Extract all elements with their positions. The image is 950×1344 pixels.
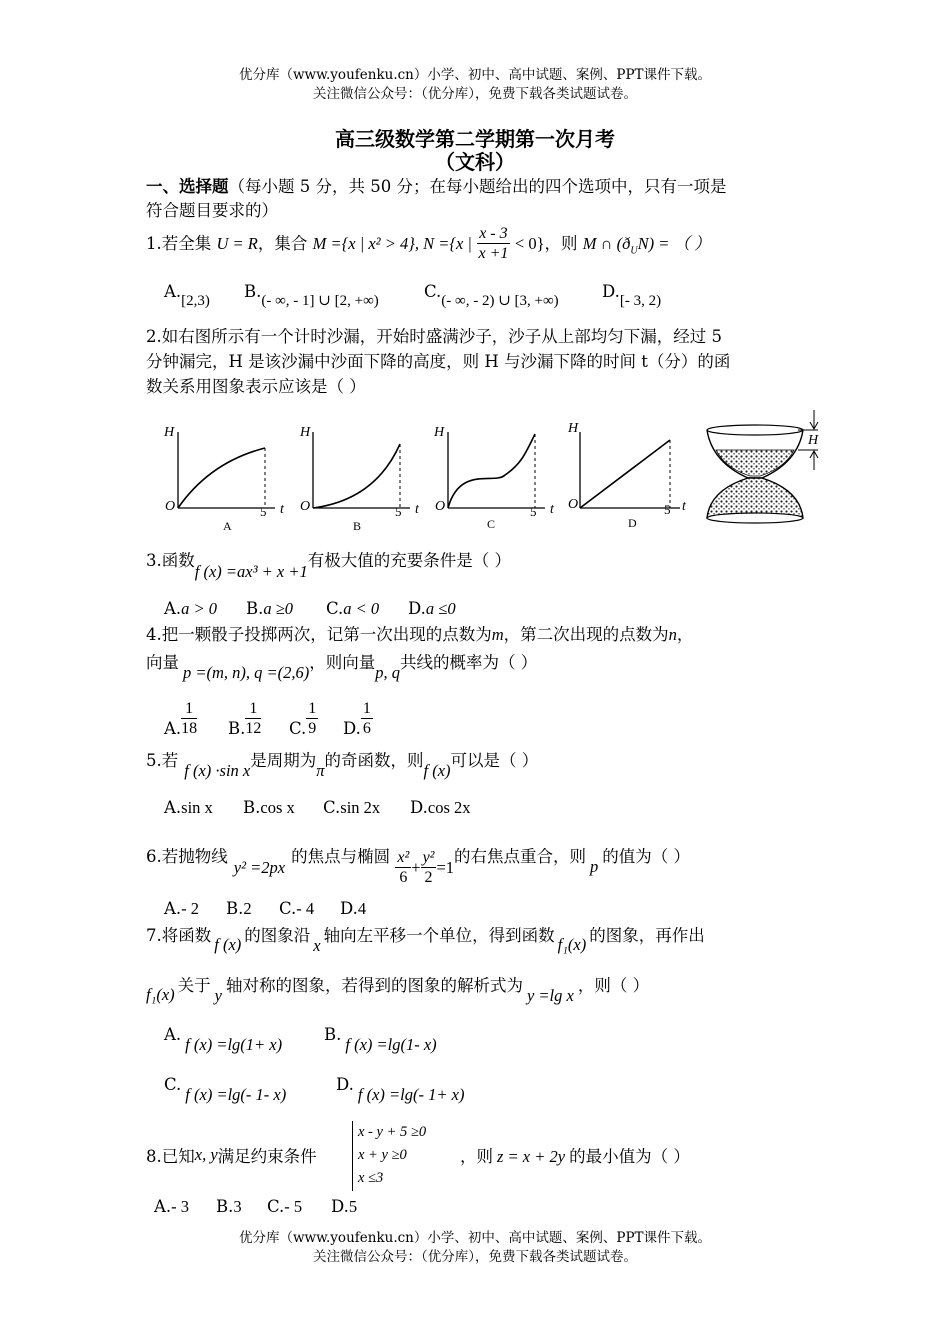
q7-option-d[interactable]: D.f (x) =lg(- 1+ x) <box>336 1075 465 1104</box>
graph-d-tick-5: 5 <box>664 502 671 517</box>
q8-constraint-3: x ≤3 <box>358 1170 384 1186</box>
graph-a-x-label: t <box>280 502 284 517</box>
q8-text-3: ，则 <box>460 1147 493 1166</box>
q1-option-c[interactable]: C.(- ∞, - 2) ∪ [3, +∞) <box>424 282 559 309</box>
q1-option-d[interactable]: D.[- 3, 2) <box>602 282 662 309</box>
q5-option-a[interactable]: A.sin x <box>164 798 213 817</box>
graph-c-label: C <box>487 517 496 531</box>
q3-text-1: 3.函数 <box>146 551 195 570</box>
graph-b-origin: O <box>300 499 311 514</box>
graph-c-y-label: H <box>434 425 445 440</box>
q7-text-5: 关于 <box>177 976 211 995</box>
q7-f1b: f₁(x) <box>146 985 175 1004</box>
q1-expr-sub: U <box>630 245 638 257</box>
q6-option-b[interactable]: B.2 <box>226 899 252 918</box>
q2-graphs <box>150 410 850 540</box>
q3-option-d[interactable]: D.a ≤0 <box>408 599 456 618</box>
q7-text-4: 的图象，再作出 <box>589 926 705 945</box>
section-title: 一、选择题 <box>146 177 229 196</box>
q6-text-3: 的右焦点重合，则 <box>454 847 587 866</box>
q8-xy: x, y <box>194 1145 218 1164</box>
header-line-1: 优分库（www.youfenku.cn）小学、初中、高中试题、案例、PPT课件下载。 <box>238 67 712 83</box>
q5-text-2: 是周期为 <box>250 751 317 770</box>
q4-text-1: 4.把一颗骰子投掷两次，记第一次出现的点数为 <box>146 625 492 644</box>
q1-set-end: < 0} <box>514 234 545 253</box>
q7-option-a[interactable]: A.f (x) =lg(1+ x) <box>164 1025 283 1054</box>
q6-text-4: 的值为（ ） <box>602 847 691 866</box>
q2-line-2: 分钟漏完，H 是该沙漏中沙面下降的高度，则 H 与沙漏下降的时间 t（分）的函 <box>146 352 731 371</box>
graph-d-label: D <box>628 516 637 530</box>
q5-f: f (x) <box>423 761 451 780</box>
q1-expr-2: N) = （ ） <box>637 234 711 253</box>
graph-d-x-label: t <box>682 499 686 514</box>
q3-function: f (x) =ax³ + x +1 <box>194 562 308 581</box>
q8-option-a[interactable]: A.- 3 <box>154 1197 190 1216</box>
q7-text-1: 7.将函数 <box>146 926 212 945</box>
q8-text-1: 8.已知 <box>146 1147 195 1166</box>
q7-option-b[interactable]: B.f (x) =lg(1- x) <box>324 1025 437 1054</box>
q4-pq: p, q <box>375 663 401 682</box>
graph-b-x-label: t <box>415 502 419 517</box>
q5-text-1: 5.若 <box>146 751 179 770</box>
q5-text-4: 可以是（ ） <box>450 751 539 770</box>
q7-y: y <box>214 986 222 1005</box>
graph-c[interactable] <box>433 425 555 531</box>
q7-option-c[interactable]: C.f (x) =lg(- 1- x) <box>164 1075 287 1104</box>
footer-line-1: 优分库（www.youfenku.cn）小学、初中、高中试题、案例、PPT课件下载。 <box>238 1230 712 1246</box>
q6-option-a[interactable]: A.- 2 <box>164 899 200 918</box>
graph-b-tick-5: 5 <box>395 504 402 519</box>
q6-text-1: 6.若抛物线 <box>146 847 228 866</box>
page-subtitle: （文科） <box>435 150 515 174</box>
graph-d-origin: O <box>568 497 579 512</box>
hourglass-h-label: H <box>808 433 819 448</box>
graph-c-origin: O <box>435 499 446 514</box>
q1-frac-den: x +1 <box>478 245 509 262</box>
q3-option-a[interactable]: A.a > 0 <box>164 599 218 618</box>
graph-b-y-label: H <box>300 425 311 440</box>
q6-text-2: 的焦点与椭圆 <box>291 847 391 866</box>
q7-text-7: ，则（ ） <box>577 976 650 995</box>
question-7-line-2 <box>146 975 650 1005</box>
question-7-line-1 <box>146 925 705 955</box>
q1-frac-num: x - 3 <box>479 225 508 242</box>
q8-constraint-2: x + y ≥0 <box>358 1147 407 1163</box>
q1-expr: M ∩ (ð <box>582 234 631 253</box>
graph-a-origin: O <box>165 499 176 514</box>
q8-constraints <box>358 1121 426 1190</box>
graph-b[interactable] <box>299 425 420 533</box>
graph-b-label: B <box>353 519 362 533</box>
q6-option-d[interactable]: D.4 <box>340 899 367 918</box>
q1-option-a[interactable]: A.[2,3) <box>164 282 210 309</box>
q6-option-c[interactable]: C.- 4 <box>279 899 315 918</box>
q1-text-1: 若全集 <box>161 234 212 253</box>
q7-f1: f₁(x) <box>557 935 587 954</box>
q6-frac-x: $\frac{\text{x²}}{6}$ <box>397 849 410 886</box>
q8-option-b[interactable]: B.3 <box>216 1197 242 1216</box>
question-8 <box>146 1146 317 1168</box>
q8-text-2: 满足约束条件 <box>217 1147 317 1166</box>
page-title: 高三级数学第二学期第一次月考 <box>335 127 615 151</box>
q1-option-b[interactable]: B.(- ∞, - 1] ∪ [2, +∞) <box>244 282 379 309</box>
q4-option-a[interactable]: A. $\frac{1}{18}$ <box>164 700 198 738</box>
q8-text-4: 的最小值为（ ） <box>569 1147 690 1166</box>
q5-product: f (x) ·sin x <box>184 761 251 780</box>
q6-p: p <box>590 857 599 876</box>
q4-n: n <box>668 625 677 644</box>
q4-option-d[interactable]: D. $\frac{1}{6}$ <box>343 700 371 738</box>
q8-option-c[interactable]: C.- 5 <box>267 1197 303 1216</box>
q4-text-5: ，则向量 <box>309 653 376 672</box>
q1-fraction <box>477 225 509 264</box>
q1-set-def: M ={x | x² > 4}, N ={x | <box>312 234 472 253</box>
graph-c-curve <box>448 434 535 508</box>
q1-text-3: ，则 <box>544 234 578 253</box>
question-5 <box>146 750 539 780</box>
question-4-line-1 <box>146 624 693 646</box>
section-note-a: （每小题 5 分，共 50 分；在每小题给出的四个选项中，只有一项是 <box>228 177 727 196</box>
graph-a[interactable] <box>163 425 285 533</box>
q4-option-b[interactable]: B. $\frac{1}{12}$ <box>228 700 262 738</box>
graph-b-curve <box>313 444 400 508</box>
q4-text-4: 向量 <box>146 653 179 672</box>
graph-d-line <box>580 440 670 508</box>
q2-line-1: 2.如右图所示有一个计时沙漏，开始时盛满沙子，沙子从上部均匀下漏，经过 5 <box>146 327 722 346</box>
q4-vectors: p =(m, n), q =(2,6) <box>183 663 310 682</box>
q5-option-d[interactable]: D.cos 2x <box>410 798 471 817</box>
graph-d-y-label: H <box>568 421 579 436</box>
header-line-2: 关注微信公众号：（优分库），免费下载各类试题试卷。 <box>313 86 637 102</box>
question-3 <box>146 550 512 581</box>
q6-parabola: y² =2px <box>233 858 286 877</box>
q3-text-2: 有极大值的充要条件是（ ） <box>307 551 512 570</box>
graph-a-y-label: H <box>164 425 175 440</box>
q4-option-c[interactable]: C. $\frac{1}{9}$ <box>289 700 317 738</box>
q8-option-d[interactable]: D.5 <box>331 1197 358 1216</box>
question-4-line-2 <box>146 652 538 682</box>
q5-text-3: 的奇函数，则 <box>324 751 424 770</box>
q7-x: x <box>313 936 321 955</box>
q3-option-c[interactable]: C.a < 0 <box>326 599 380 618</box>
q8-constraint-1: x - y + 5 ≥0 <box>358 1124 427 1140</box>
q7-text-3: 轴向左平移一个单位，得到函数 <box>323 926 555 945</box>
q1-universal-set: U = R <box>216 234 258 253</box>
question-1 <box>146 225 711 264</box>
q4-text-6: 共线的概率为（ ） <box>400 653 538 672</box>
graph-c-tick-5: 5 <box>530 504 537 519</box>
hourglass-figure <box>707 410 819 523</box>
q8-objective: z = x + 2y <box>497 1147 566 1166</box>
question-6: 6.若抛物线y² =2px的焦点与椭圆 $\frac{\text{x²}}{6}$ + $\frac{\text{y²}}{2}$ =1的右焦点重合，则p的值为（ ） <box>146 847 691 886</box>
q3-option-b[interactable]: B.a ≥0 <box>246 599 294 618</box>
q2-line-3: 数关系用图象表示应该是（ ） <box>146 377 366 396</box>
q8-brace <box>352 1121 354 1191</box>
q4-m: m <box>491 625 504 644</box>
section-note-b: 符合题目要求的） <box>146 201 278 220</box>
q5-option-b[interactable]: B.cos x <box>243 798 295 817</box>
graph-c-x-label: t <box>550 502 554 517</box>
graph-a-tick-5: 5 <box>260 504 267 519</box>
graph-a-curve <box>178 448 265 508</box>
q1-number: 1. <box>146 234 162 253</box>
q7-result: y =lg x <box>526 986 574 1005</box>
graph-d[interactable] <box>567 421 687 530</box>
q4-text-2: ，第二次出现的点数为 <box>503 625 669 644</box>
q7-text-2: 的图象沿 <box>244 926 311 945</box>
section-heading <box>146 176 726 198</box>
q4-text-3: ， <box>676 625 694 644</box>
q8-tail <box>460 1146 690 1168</box>
q1-text-2: ，集合 <box>257 234 308 253</box>
q7-text-6: 轴对称的图象，若得到的图象的解析式为 <box>225 976 523 995</box>
q6-frac-y: $\frac{\text{y²}}{2}$ <box>422 849 435 886</box>
q5-option-c[interactable]: C.sin 2x <box>323 798 381 817</box>
q7-f: f (x) <box>214 935 242 954</box>
q5-pi: π <box>316 761 325 780</box>
graph-a-label: A <box>223 519 232 533</box>
footer-line-2: 关注微信公众号：（优分库），免费下载各类试题试卷。 <box>313 1249 637 1265</box>
